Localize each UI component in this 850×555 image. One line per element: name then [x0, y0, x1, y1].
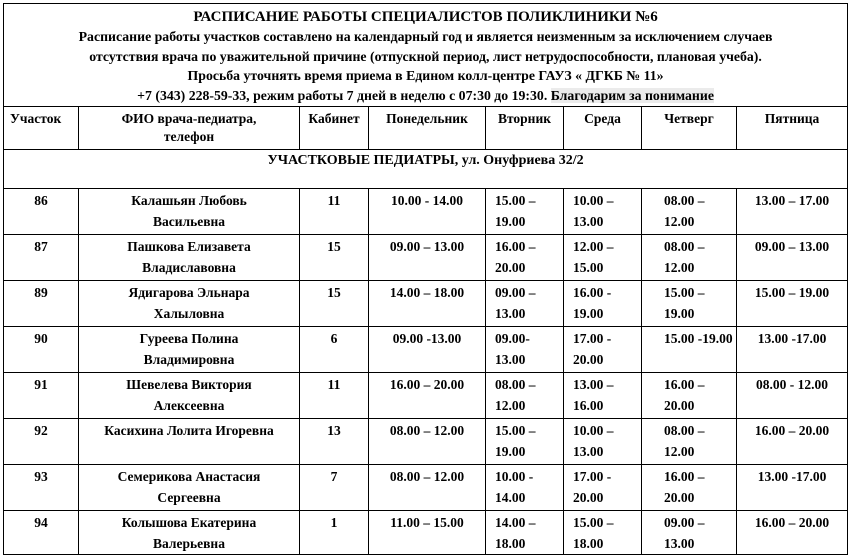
- cell-name: [79, 511, 300, 555]
- cell-thursday: [642, 419, 737, 465]
- cell-monday-line1: 16.00 – 20.00: [389, 377, 465, 392]
- cell-tuesday-line1: 10.00 -: [495, 469, 534, 484]
- cell-tuesday-line2: 14.00: [495, 490, 526, 505]
- cell-friday-line1: 13.00 -17.00: [757, 469, 827, 484]
- cell-name: [79, 281, 300, 327]
- cell-name: [79, 373, 300, 419]
- cell-area: [4, 189, 79, 235]
- cell-tuesday: [486, 189, 564, 235]
- cell-name-line2: Владиславовна: [142, 260, 236, 275]
- header-line-4: [4, 86, 847, 106]
- cell-name-line1: Пашкова Елизавета: [127, 239, 251, 254]
- cell-tuesday: [486, 465, 564, 511]
- cell-monday: [369, 281, 486, 327]
- cell-wednesday: [564, 373, 642, 419]
- cell-tuesday-line2: 13.00: [495, 352, 526, 367]
- cell-thursday: [642, 281, 737, 327]
- col-tuesday: Вторник: [486, 107, 564, 150]
- cell-thursday-line1: 15.00 –: [664, 285, 705, 300]
- cell-tuesday-line1: 08.00 –: [495, 377, 536, 392]
- cell-thursday-line2: 12.00: [664, 444, 695, 459]
- cell-friday: [737, 235, 848, 281]
- cell-thursday: [642, 465, 737, 511]
- cell-name-line1: Касихина Лолита Игоревна: [104, 423, 274, 438]
- table-row: [4, 327, 848, 373]
- cell-area: [4, 465, 79, 511]
- cell-wednesday-line1: 17.00 -: [573, 469, 612, 484]
- cell-tuesday: [486, 419, 564, 465]
- cell-tuesday-line1: 16.00 –: [495, 239, 536, 254]
- cell-tuesday-line2: 20.00: [495, 260, 526, 275]
- table-row: [4, 419, 848, 465]
- cell-room-line1: 11: [327, 193, 341, 208]
- cell-name: [79, 235, 300, 281]
- cell-area: [4, 419, 79, 465]
- cell-tuesday-line2: 19.00: [495, 214, 526, 229]
- cell-tuesday-line2: 19.00: [495, 444, 526, 459]
- col-room: Кабинет: [300, 107, 369, 150]
- cell-tuesday-line1: 09.00 –: [495, 285, 536, 300]
- cell-room-line1: 7: [330, 469, 338, 484]
- cell-tuesday-line1: 15.00 –: [495, 423, 536, 438]
- cell-wednesday: [564, 281, 642, 327]
- col-doctor-line2: телефон: [163, 129, 215, 144]
- cell-wednesday: [564, 189, 642, 235]
- cell-room: [300, 327, 369, 373]
- cell-room: [300, 235, 369, 281]
- cell-tuesday: [486, 511, 564, 555]
- cell-name: [79, 465, 300, 511]
- table-row: [4, 235, 848, 281]
- cell-wednesday-line2: 19.00: [573, 306, 604, 321]
- cell-friday: [737, 511, 848, 555]
- cell-monday-line1: 08.00 – 12.00: [389, 423, 465, 438]
- cell-room: [300, 419, 369, 465]
- cell-area-line1: 87: [34, 239, 48, 254]
- call-center-phone: +7 (343) 228-59-33, режим работы 7 дней в неделю с 07:30 до 19:30.: [137, 87, 551, 103]
- cell-monday-line1: 14.00 – 18.00: [389, 285, 465, 300]
- cell-monday-line1: 09.00 – 13.00: [389, 239, 465, 254]
- cell-wednesday-line2: 13.00: [573, 444, 604, 459]
- cell-thursday-line1: 08.00 –: [664, 239, 705, 254]
- thanks-note: Благодарим за понимание: [550, 87, 714, 103]
- cell-monday: [369, 189, 486, 235]
- cell-area: [4, 235, 79, 281]
- cell-wednesday-line2: 15.00: [573, 260, 604, 275]
- table-row: [4, 373, 848, 419]
- cell-wednesday-line1: 10.00 –: [573, 423, 614, 438]
- header-line-2: отсутствия врача по уважительной причине (отпускной период, лист нетрудоспособности, плановая учеба).: [89, 48, 762, 64]
- cell-thursday-line1: 08.00 –: [664, 193, 705, 208]
- cell-wednesday-line2: 20.00: [573, 352, 604, 367]
- cell-wednesday-line1: 15.00 –: [573, 515, 614, 530]
- cell-name-line1: Ядигарова Эльнара: [128, 285, 250, 300]
- col-thursday: Четверг: [642, 107, 737, 150]
- cell-tuesday: [486, 281, 564, 327]
- cell-room-line1: 11: [327, 377, 341, 392]
- cell-tuesday-line2: 13.00: [495, 306, 526, 321]
- cell-name-line2: Владимировна: [143, 352, 235, 367]
- cell-area: [4, 511, 79, 555]
- cell-monday: [369, 327, 486, 373]
- cell-name-line1: Семерикова Анастасия: [117, 469, 261, 484]
- column-header-row: [4, 107, 848, 150]
- cell-room-line1: 15: [327, 239, 341, 254]
- cell-monday-line1: 08.00 – 12.00: [389, 469, 465, 484]
- table-row: [4, 281, 848, 327]
- cell-thursday: [642, 327, 737, 373]
- cell-thursday: [642, 189, 737, 235]
- cell-wednesday: [564, 419, 642, 465]
- cell-thursday-line1: 16.00 –: [664, 469, 705, 484]
- cell-friday: [737, 281, 848, 327]
- cell-thursday: [642, 373, 737, 419]
- cell-tuesday-line2: 12.00: [495, 398, 526, 413]
- cell-wednesday-line1: 12.00 –: [573, 239, 614, 254]
- cell-area: [4, 281, 79, 327]
- schedule-rows: [4, 189, 848, 555]
- cell-monday-line1: 10.00 - 14.00: [391, 193, 463, 208]
- cell-thursday-line1: 15.00 -19.00: [664, 331, 733, 346]
- cell-tuesday-line2: 18.00: [495, 536, 526, 551]
- cell-name-line1: Колышова Екатерина: [121, 515, 257, 530]
- cell-thursday-line2: 19.00: [664, 306, 695, 321]
- cell-thursday: [642, 511, 737, 555]
- cell-monday: [369, 511, 486, 555]
- cell-room: [300, 511, 369, 555]
- cell-monday: [369, 235, 486, 281]
- cell-room-line1: 6: [330, 331, 338, 346]
- cell-thursday: [642, 235, 737, 281]
- cell-wednesday-line1: 16.00 -: [573, 285, 612, 300]
- cell-name-line2: Алексеевна: [153, 398, 225, 413]
- cell-thursday-line2: 12.00: [664, 214, 695, 229]
- table-row: [4, 511, 848, 555]
- cell-monday-line1: 09.00 -13.00: [392, 331, 462, 346]
- cell-monday: [369, 419, 486, 465]
- col-friday: Пятница: [737, 107, 848, 150]
- cell-wednesday-line2: 16.00: [573, 398, 604, 413]
- cell-name: [79, 189, 300, 235]
- section-title: УЧАСТКОВЫЕ ПЕДИАТРЫ, ул. Онуфриева 32/2: [4, 150, 848, 189]
- cell-tuesday: [486, 235, 564, 281]
- cell-friday-line1: 13.00 -17.00: [757, 331, 827, 346]
- cell-wednesday: [564, 465, 642, 511]
- cell-name-line1: Гуреева Полина: [139, 331, 239, 346]
- cell-wednesday-line1: 13.00 –: [573, 377, 614, 392]
- cell-area-line1: 94: [34, 515, 48, 530]
- cell-name-line1: Шевелева Виктория: [126, 377, 252, 392]
- cell-wednesday-line2: 18.00: [573, 536, 604, 551]
- cell-friday-line1: 08.00 - 12.00: [756, 377, 829, 392]
- cell-wednesday: [564, 511, 642, 555]
- cell-room: [300, 189, 369, 235]
- cell-name-line2: Валерьевна: [153, 536, 225, 551]
- cell-monday-line1: 11.00 – 15.00: [390, 515, 464, 530]
- cell-wednesday-line2: 20.00: [573, 490, 604, 505]
- cell-friday: [737, 419, 848, 465]
- cell-friday: [737, 189, 848, 235]
- cell-area: [4, 327, 79, 373]
- cell-thursday-line1: 08.00 –: [664, 423, 705, 438]
- cell-thursday-line1: 16.00 –: [664, 377, 705, 392]
- cell-wednesday: [564, 327, 642, 373]
- cell-wednesday-line1: 10.00 –: [573, 193, 614, 208]
- cell-tuesday-line1: 15.00 –: [495, 193, 536, 208]
- table-row: [4, 189, 848, 235]
- table-row: [4, 465, 848, 511]
- cell-name-line2: Сергеевна: [157, 490, 221, 505]
- cell-area-line1: 92: [34, 423, 48, 438]
- schedule-table: [3, 3, 848, 555]
- cell-area-line1: 91: [34, 377, 48, 392]
- cell-friday-line1: 09.00 – 13.00: [754, 239, 830, 254]
- col-area: Участок: [4, 107, 79, 150]
- cell-wednesday-line2: 13.00: [573, 214, 604, 229]
- cell-tuesday: [486, 327, 564, 373]
- cell-friday-line1: 13.00 – 17.00: [754, 193, 830, 208]
- cell-room: [300, 465, 369, 511]
- cell-thursday-line1: 09.00 –: [664, 515, 705, 530]
- header-line-1: Расписание работы участков составлено на календарный год и является неизменным за исключением случаев: [78, 29, 773, 44]
- cell-area-line1: 89: [34, 285, 48, 300]
- cell-thursday-line2: 20.00: [664, 490, 695, 505]
- cell-tuesday-line1: 14.00 –: [495, 515, 536, 530]
- cell-friday-line1: 16.00 – 20.00: [754, 423, 830, 438]
- cell-wednesday-line1: 17.00 -: [573, 331, 612, 346]
- cell-tuesday: [486, 373, 564, 419]
- cell-room: [300, 281, 369, 327]
- cell-friday: [737, 465, 848, 511]
- col-doctor: [79, 107, 300, 150]
- header-row: [4, 4, 848, 107]
- header-line-3: Просьба уточнять время приема в Едином колл-центре ГАУЗ « ДГКБ № 11»: [187, 68, 664, 83]
- section-row: [4, 150, 848, 189]
- cell-area-line1: 86: [34, 193, 48, 208]
- col-wednesday: Среда: [564, 107, 642, 150]
- cell-friday: [737, 373, 848, 419]
- cell-room-line1: 15: [327, 285, 341, 300]
- cell-area-line1: 90: [34, 331, 48, 346]
- cell-room-line1: 1: [330, 515, 338, 530]
- cell-name: [79, 419, 300, 465]
- col-doctor-line1: ФИО врача-педиатра,: [121, 111, 257, 126]
- cell-thursday-line2: 20.00: [664, 398, 695, 413]
- cell-name-line2: Васильевна: [152, 214, 226, 229]
- cell-friday: [737, 327, 848, 373]
- cell-monday: [369, 465, 486, 511]
- cell-wednesday: [564, 235, 642, 281]
- page-title: РАСПИСАНИЕ РАБОТЫ СПЕЦИАЛИСТОВ ПОЛИКЛИНИКИ №6: [193, 9, 658, 25]
- header-block: [4, 4, 848, 107]
- cell-monday: [369, 373, 486, 419]
- cell-area: [4, 373, 79, 419]
- cell-area-line1: 93: [34, 469, 48, 484]
- cell-name-line1: Калашьян Любовь: [131, 193, 247, 208]
- cell-thursday-line2: 13.00: [664, 536, 695, 551]
- cell-name: [79, 327, 300, 373]
- cell-tuesday-line1: 09.00-: [495, 331, 530, 346]
- cell-thursday-line2: 12.00: [664, 260, 695, 275]
- cell-room: [300, 373, 369, 419]
- col-monday: Понедельник: [369, 107, 486, 150]
- cell-friday-line1: 15.00 – 19.00: [754, 285, 830, 300]
- cell-room-line1: 13: [327, 423, 341, 438]
- cell-friday-line1: 16.00 – 20.00: [754, 515, 830, 530]
- cell-name-line2: Халыловна: [153, 306, 225, 321]
